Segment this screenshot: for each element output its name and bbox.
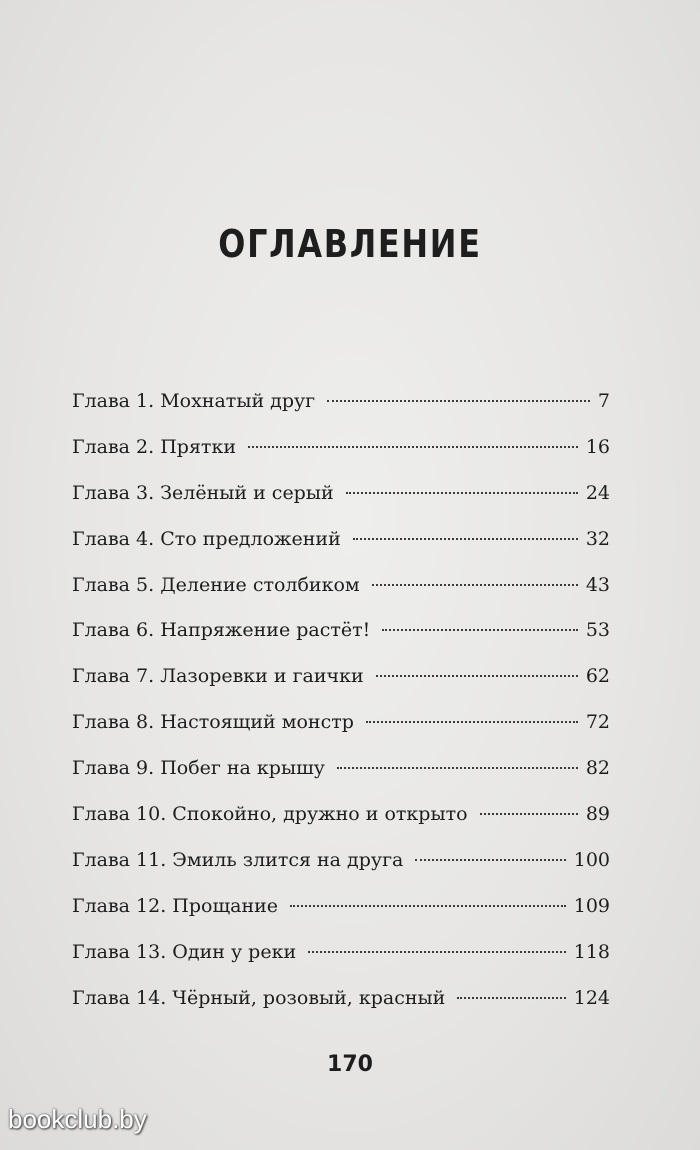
- toc-entry-label: Глава 3. Зелёный и серый: [72, 481, 334, 504]
- toc-entry-label: Глава 4. Сто предложений: [72, 527, 341, 550]
- toc-entry-label: Глава 2. Прятки: [72, 435, 236, 458]
- toc-entry: [72, 482, 610, 528]
- toc-heading: ОГЛАВЛЕНИЕ: [218, 222, 482, 266]
- toc-entry: [72, 665, 610, 711]
- dot-leader: [353, 537, 578, 540]
- toc-entry-label: Глава 5. Деление столбиком: [72, 573, 360, 596]
- dot-leader: [290, 904, 566, 907]
- dot-leader: [366, 720, 578, 723]
- dot-leader: [308, 950, 566, 953]
- dot-leader: [480, 812, 578, 815]
- toc-entry: [72, 390, 610, 436]
- toc-entry: [72, 619, 610, 665]
- toc-entry-page: 53: [585, 619, 610, 642]
- toc-entry-page: 43: [585, 573, 610, 596]
- dot-leader: [337, 766, 578, 769]
- toc-entry-label: Глава 8. Настоящий монстр: [72, 711, 354, 734]
- dot-leader: [376, 674, 578, 677]
- toc-entry-page: 72: [585, 711, 610, 734]
- site-watermark: bookclub.by: [8, 1104, 147, 1134]
- toc-entry: [72, 987, 610, 1033]
- toc-entry-label: Глава 14. Чёрный, розовый, красный: [72, 986, 446, 1009]
- toc-entry-page: 82: [585, 757, 610, 780]
- table-of-contents: [72, 390, 610, 1032]
- toc-entry: [72, 436, 610, 482]
- page-number: 170: [327, 1052, 373, 1077]
- dot-leader: [346, 491, 578, 494]
- dot-leader: [457, 996, 565, 999]
- toc-entry-label: Глава 9. Побег на крышу: [72, 757, 325, 780]
- toc-entry: [72, 895, 610, 941]
- toc-entry-page: 100: [573, 848, 610, 871]
- toc-entry: [72, 528, 610, 574]
- toc-entry-page: 89: [585, 803, 610, 826]
- dot-leader: [372, 583, 578, 586]
- toc-entry-page: 124: [573, 986, 610, 1009]
- toc-entry-label: Глава 12. Прощание: [72, 894, 279, 917]
- toc-entry-label: Глава 10. Спокойно, дружно и открыто: [72, 803, 468, 826]
- toc-entry-label: Глава 1. Мохнатый друг: [72, 390, 316, 412]
- dot-leader: [327, 399, 590, 402]
- toc-entry: [72, 941, 610, 987]
- toc-entry: [72, 803, 610, 849]
- toc-entry-page: 7: [597, 390, 610, 412]
- dot-leader: [415, 858, 565, 861]
- toc-entry-page: 118: [573, 940, 610, 963]
- dot-leader: [382, 628, 578, 631]
- toc-entry-page: 24: [585, 481, 610, 504]
- toc-entry-page: 16: [585, 435, 610, 458]
- toc-entry-page: 62: [585, 665, 610, 688]
- toc-entry: [72, 574, 610, 620]
- toc-entry: [72, 849, 610, 895]
- toc-entry-label: Глава 6. Напряжение растёт!: [72, 619, 371, 642]
- toc-entry-label: Глава 7. Лазоревки и гаички: [72, 665, 364, 688]
- toc-entry-label: Глава 13. Один у реки: [72, 940, 297, 963]
- toc-entry: [72, 711, 610, 757]
- toc-entry-page: 32: [585, 527, 610, 550]
- toc-entry: [72, 757, 610, 803]
- toc-entry-label: Глава 11. Эмиль злится на друга: [72, 848, 404, 871]
- toc-entry-page: 109: [573, 894, 610, 917]
- dot-leader: [248, 445, 578, 448]
